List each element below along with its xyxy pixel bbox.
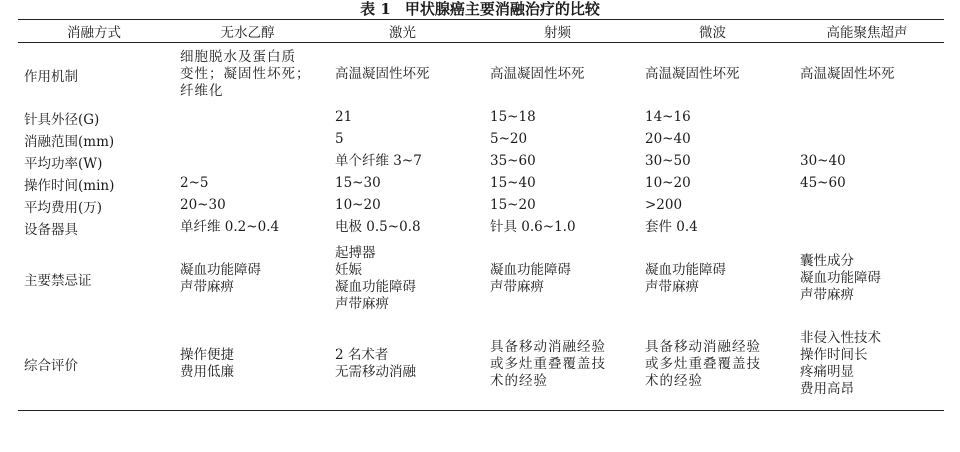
cell-text: 套件 0.4 [645,219,698,235]
cell-overall-evaluation-hifu [790,319,944,411]
row-label-operation-time: 操作时间(min) [24,177,115,194]
cell-needle-gauge-radiofrequency [480,107,635,129]
row-label-needle-gauge: 针具外径(G) [24,111,100,128]
header-hifu: 高能聚焦超声 [790,20,944,43]
cell-ablation-range-laser [325,129,480,151]
cell-mechanism-microwave [635,43,790,107]
cell-text: 高温凝固性坏死 [490,66,585,83]
cell-text: 针具 0.6~1.0 [490,219,576,235]
cell-text: 15~30 [335,175,381,191]
cell-text: 15~40 [490,175,536,191]
cell-average-power-microwave [635,151,790,173]
header-ethanol: 无水乙醇 [170,20,325,43]
cell-mechanism-radiofrequency [480,43,635,107]
table-number: 表 1 [360,0,391,18]
cell-equipment-laser [325,217,480,239]
table-row-overall-evaluation [18,319,944,411]
row-label-average-cost: 平均费用(万) [24,199,103,216]
cell-text: 30~40 [800,153,846,169]
table-body [18,43,944,411]
cell-text: 电极 0.5~0.8 [335,219,421,235]
cell-text: 45~60 [800,175,846,191]
cell-text: 20~40 [645,131,691,147]
table-caption [0,0,960,18]
cell-ablation-range-hifu [790,129,944,151]
table-title: 甲状腺癌主要消融治疗的比较 [404,0,600,18]
cell-ablation-range-microwave [635,129,790,151]
cell-average-cost-hifu [790,195,944,217]
cell-operation-time-radiofrequency [480,173,635,195]
cell-contraindications-hifu [790,239,944,319]
cell-text: 凝血功能障碍 声带麻痹 [645,261,726,295]
cell-needle-gauge-hifu [790,107,944,129]
cell-needle-gauge-microwave [635,107,790,129]
table-row-mechanism [18,43,944,107]
cell-needle-gauge-laser [325,107,480,129]
cell-ablation-range-ethanol [170,129,325,151]
cell-equipment-hifu [790,217,944,239]
cell-average-cost-microwave [635,195,790,217]
cell-text: 14~16 [645,109,691,125]
cell-text: 2~5 [180,175,209,191]
row-label-average-power: 平均功率(W) [24,155,103,172]
cell-text: 单个纤维 3~7 [335,153,422,169]
cell-equipment-microwave [635,217,790,239]
cell-mechanism-ethanol [170,43,325,107]
cell-text: 5~20 [490,131,528,147]
cell-text: 15~18 [490,109,536,125]
cell-equipment-radiofrequency [480,217,635,239]
row-label-equipment: 设备器具 [24,221,78,238]
cell-text: 具备移动消融经验 或多灶重叠覆盖技 术的经验 [490,338,606,389]
cell-needle-gauge-ethanol [170,107,325,129]
cell-mechanism-hifu [790,43,944,107]
header-microwave: 微波 [635,20,790,43]
cell-overall-evaluation-laser [325,319,480,411]
cell-operation-time-ethanol [170,173,325,195]
cell-equipment-ethanol [170,217,325,239]
cell-text: 具备移动消融经验 或多灶重叠覆盖技 术的经验 [645,338,761,389]
table-row-contraindications [18,239,944,319]
table-row-ablation-range [18,129,944,151]
cell-operation-time-laser [325,173,480,195]
header-laser: 激光 [325,20,480,43]
cell-contraindications-ethanol [170,239,325,319]
cell-overall-evaluation-radiofrequency [480,319,635,411]
cell-average-cost-laser [325,195,480,217]
cell-average-cost-radiofrequency [480,195,635,217]
cell-contraindications-laser [325,239,480,319]
cell-average-power-hifu [790,151,944,173]
cell-text: 高温凝固性坏死 [800,66,895,83]
cell-text: 15~20 [490,197,536,213]
cell-ablation-range-radiofrequency [480,129,635,151]
header-ablation-method: 消融方式 [18,20,170,43]
cell-overall-evaluation-ethanol [170,319,325,411]
cell-overall-evaluation-microwave [635,319,790,411]
cell-text: 操作便捷 费用低廉 [180,347,234,381]
cell-average-power-radiofrequency [480,151,635,173]
table-row-equipment [18,217,944,239]
cell-average-power-ethanol [170,151,325,173]
cell-text: 凝血功能障碍 声带麻痹 [490,261,571,295]
cell-text: 2 名术者 无需移动消融 [335,347,416,381]
row-label-ablation-range: 消融范围(mm) [24,133,115,150]
cell-text: 细胞脱水及蛋白质 变性；凝固性坏死； 纤维化 [180,49,311,100]
table-row-needle-gauge [18,107,944,129]
cell-text: 起搏器 妊娠 凝血功能障碍 声带麻痹 [335,244,416,312]
cell-text: 20~30 [180,197,226,213]
header-radiofrequency: 射频 [480,20,635,43]
table-row-average-power [18,151,944,173]
cell-average-cost-ethanol [170,195,325,217]
cell-text: 5 [335,131,344,147]
table-row-operation-time [18,173,944,195]
cell-text: 高温凝固性坏死 [335,66,430,83]
cell-text: 单纤维 0.2~0.4 [180,219,280,235]
cell-mechanism-laser [325,43,480,107]
cell-text: 凝血功能障碍 声带麻痹 [180,261,261,295]
cell-text: 21 [335,109,353,125]
row-label-contraindications: 主要禁忌证 [24,272,92,289]
table-row-average-cost [18,195,944,217]
cell-operation-time-microwave [635,173,790,195]
cell-text: 非侵入性技术 操作时间长 疼痛明显 费用高昂 [800,330,881,398]
cell-operation-time-hifu [790,173,944,195]
cell-text: 高温凝固性坏死 [645,66,740,83]
cell-contraindications-microwave [635,239,790,319]
cell-text: >200 [645,197,683,213]
comparison-table [18,19,944,411]
cell-text: 10~20 [335,197,381,213]
cell-text: 10~20 [645,175,691,191]
header-row [18,20,944,43]
cell-contraindications-radiofrequency [480,239,635,319]
row-label-mechanism: 作用机制 [24,68,78,85]
cell-text: 囊性成分 凝血功能障碍 声带麻痹 [800,253,881,303]
cell-text: 35~60 [490,153,536,169]
cell-average-power-laser [325,151,480,173]
row-label-overall-evaluation: 综合评价 [18,319,170,411]
cell-text: 30~50 [645,153,691,169]
